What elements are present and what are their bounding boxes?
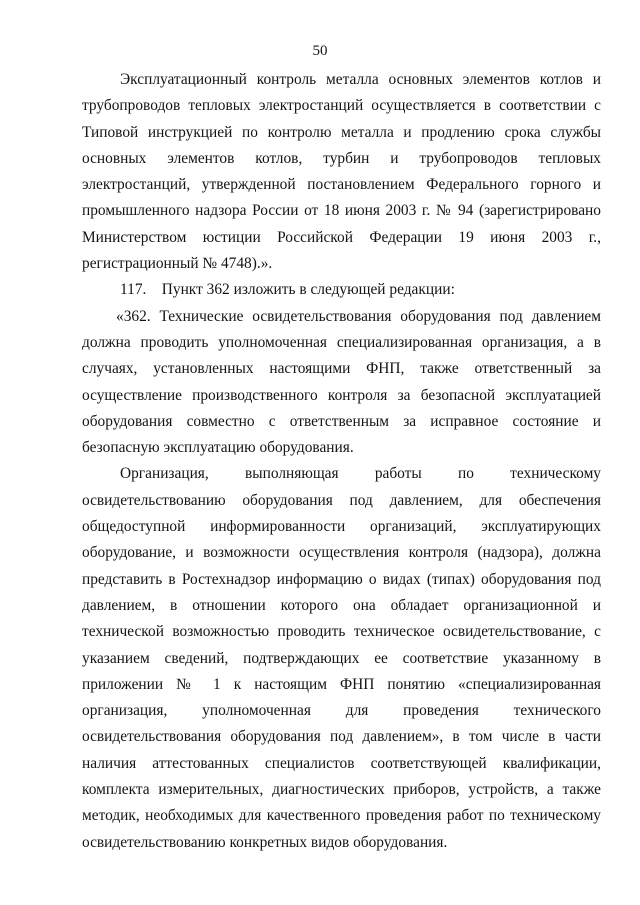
paragraph-item-117: 117. Пункт 362 изложить в следующей редакции:	[120, 281, 455, 299]
paragraph-item-362: «362. Технические освидетельствования оборудования под давлением должна проводить уполномоченная специализированная организация, а в случаях, установленных настоящими ФНП, также ответственный за осуществление производственного контроля за безопасной эксплуатацией оборудования совместно с ответственным за исправное состояние и безопасную эксплуатацию оборудования.	[82, 307, 601, 457]
page-number: 50	[312, 43, 328, 59]
paragraph-metal-control: Эксплуатационный контроль металла основных элементов котлов и трубопроводов тепловых электростанций осуществляется в соответствии с Типовой инструкцией по контролю металла и продлению срока службы основных элементов котлов, турбин и трубопроводов тепловых электростанций, утвержденной постановлением Федерального горного и промышленного надзора России от 18 июня 2003 г. № 94 (зарегистрировано Министерством юстиции Российской Федерации 19 июня 2003 г., регистрационный № 4748).».	[82, 71, 601, 273]
paragraph-organization: Организация, выполняющая работы по техническому освидетельствованию оборудования под давлением, для обеспечения общедоступной информированности организаций, эксплуатирующих оборудование, и возможности осуществления контроля (надзора), должна представить в Ростехнадзор информацию о видах (типах) оборудования под давлением, в отношении которого она обладает организационной и технической возможностью проводить техническое освидетельствование, с указанием сведений, подтверждающих ее соответствие указанному в приложении № 1 к настоящим ФНП понятию «специализированная организация, уполномоченная для проведения технического освидетельствования оборудования под давлением», в том числе в части наличия аттестованных специалистов соответствующей квалификации, комплекта измерительных, диагностических приборов, устройств, а также методик, необходимых для качественного проведения работ по техническому освидетельствованию конкретных видов оборудования.	[82, 465, 601, 851]
document-body	[82, 67, 601, 856]
